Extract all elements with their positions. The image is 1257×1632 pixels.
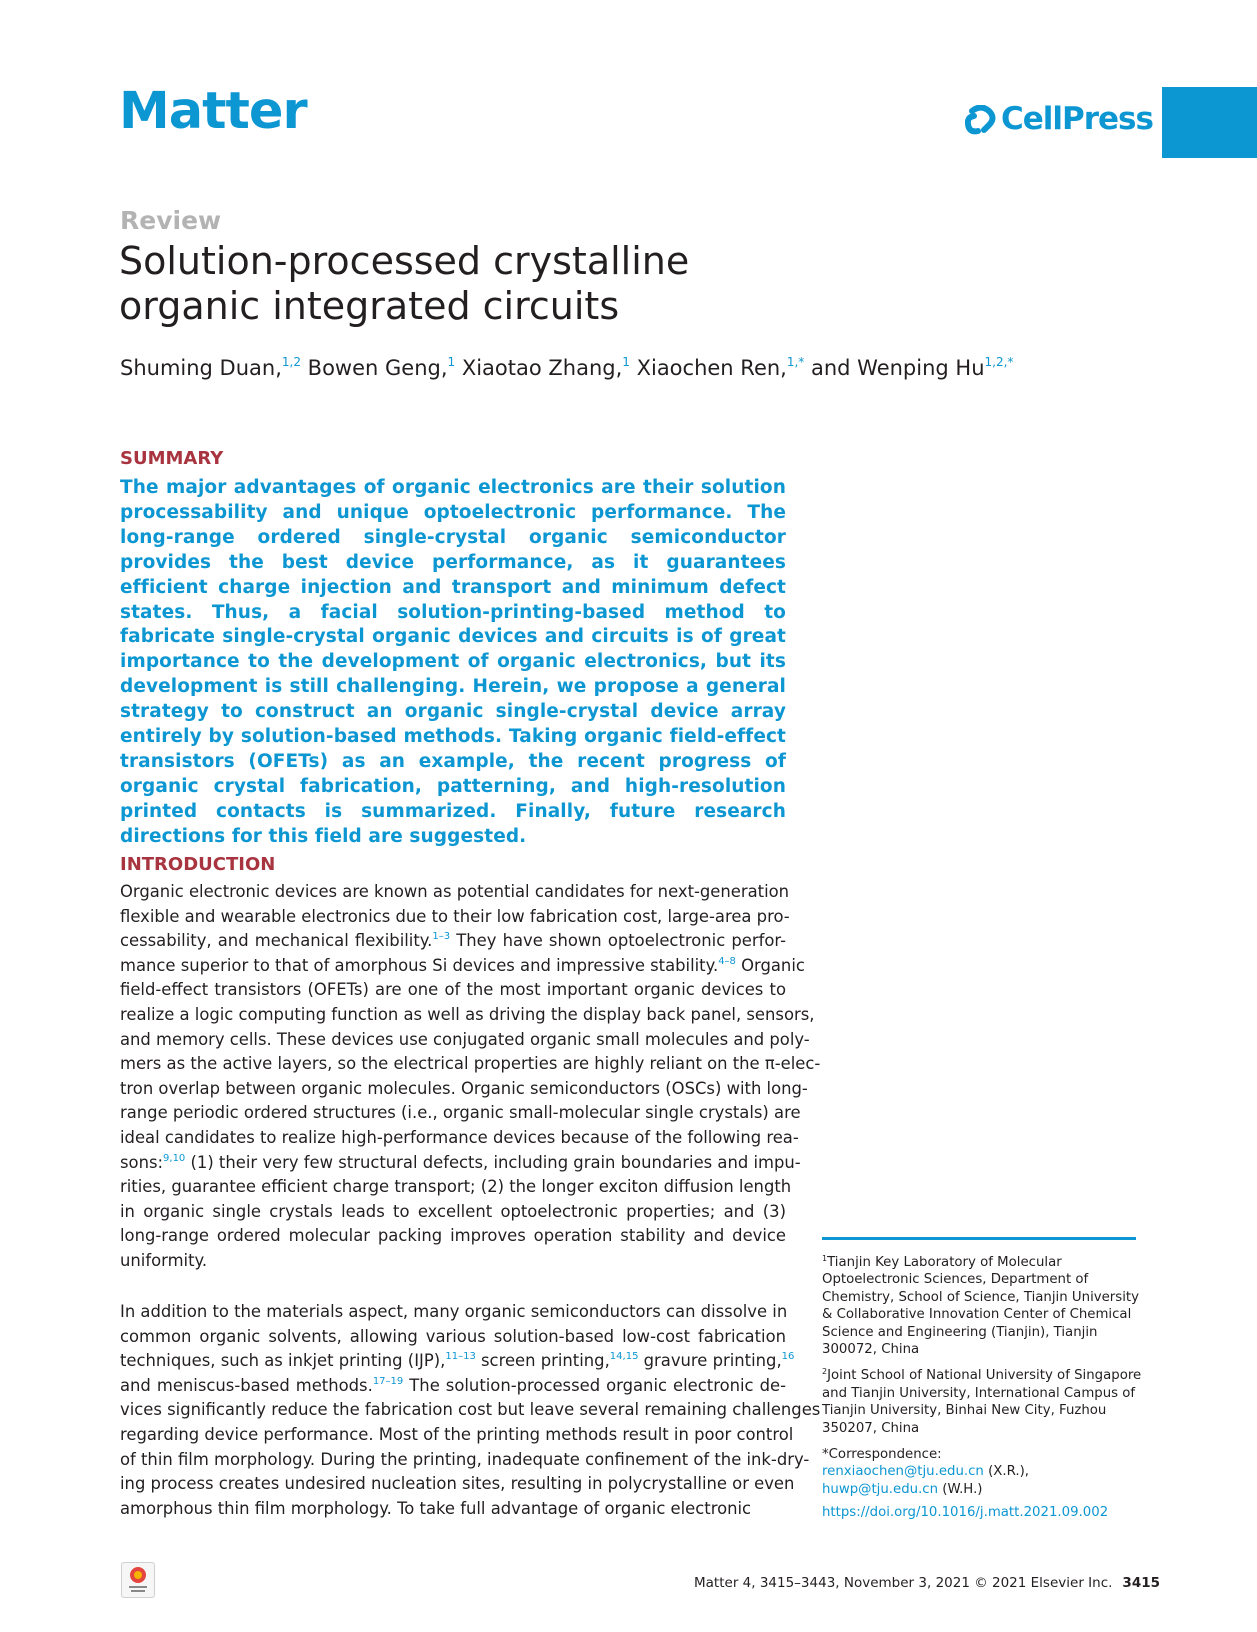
citation-ref[interactable]: 16 [781,1351,795,1363]
text-line [120,1126,799,1151]
text-run: rities, guarantee efficient charge transport; (2) the longer exciton diffusion length [120,1177,792,1197]
text-line [120,880,790,905]
text-run: tron overlap between organic molecules. Organic semiconductors (OSCs) with long- [120,1078,808,1098]
text-run: mance superior to that of amorphous Si devices and impressive stability. [120,955,719,975]
affiliation-2 [822,1367,1142,1437]
text-line [120,1325,786,1350]
text-run: sons: [120,1152,164,1172]
affiliation-marker[interactable]: 1,2 [281,355,301,369]
text-run: amorphous thin film morphology. To take full advantage of organic electronic [120,1498,752,1518]
text-run: In addition to the materials aspect, many organic semiconductors can dissolve in [120,1302,788,1321]
cellpress-logo-icon [965,105,997,135]
text-run: gravure printing, [638,1351,782,1371]
email-link-hu[interactable]: huwp@tju.edu.cn [822,1481,939,1497]
text-line [120,1497,786,1522]
check-for-updates-icon[interactable] [121,1562,155,1598]
text-line [120,978,786,1003]
citation: Matter 4, 3415–3443, November 3, 2021 © 2021 Elsevier Inc. [694,1575,1113,1591]
title-line: Solution-processed crystalline [119,239,690,283]
text-run: techniques, such as inkjet printing (IJP), [120,1351,446,1371]
sidebar-divider [822,1237,1136,1240]
citation-ref[interactable]: 14,15 [609,1351,639,1363]
doi [822,1504,1142,1521]
correspondence [822,1446,1142,1498]
text-line [120,905,790,930]
author-name: Bowen Geng, [300,356,448,380]
text-run: vices significantly reduce the fabrication cost but leave several remaining challenges [120,1400,821,1420]
text-line [120,1300,786,1325]
affiliation-text: Tianjin Key Laboratory of Molecular Optoelectronic Sciences, Department of Chemistry, School of Science, Tianjin University & Collaborative Innovation Center of Chemical Science and Engineering (Tianjin), Tianjin 300072, China [822,1255,1139,1358]
text-line [120,1249,786,1274]
title-line: organic integrated circuits [119,284,620,328]
text-line [120,1374,786,1399]
text-run: of thin film morphology. During the printing, inadequate confinement of the ink-dry- [120,1449,810,1469]
text-line [120,1224,786,1249]
text-run: and meniscus-based methods. [120,1375,373,1395]
text-run: ing process creates undesired nucleation sites, resulting in polycrystalline or even [120,1474,795,1494]
email-owner: (W.H.) [938,1481,983,1497]
text-run: screen printing, [475,1351,610,1371]
text-line [120,1003,815,1028]
author-name: Shuming Duan, [120,356,282,380]
text-run: common organic solvents, allowing various solution-based low-cost fabrication [120,1326,786,1346]
email-link-ren[interactable]: renxiaochen@tju.edu.cn [822,1464,984,1480]
publisher-logo [965,101,1153,137]
text-run: and memory cells. These devices use conjugated organic small molecules and poly- [120,1029,810,1049]
affiliation-marker[interactable]: 1 [447,355,456,369]
doi-link[interactable]: https://doi.org/10.1016/j.matt.2021.09.002 [822,1505,1109,1521]
citation-ref[interactable]: 9,10 [163,1152,186,1164]
text-run: The solution-processed organic electronic de- [403,1375,786,1395]
text-line [120,1423,794,1448]
text-line [120,1028,810,1053]
text-line [120,1472,795,1497]
text-line [120,1052,821,1077]
text-line [120,1101,801,1126]
text-line [120,1200,786,1225]
text-run: (1) their very few structural defects, including grain boundaries and impu- [185,1152,801,1172]
page-footer [694,1575,1160,1591]
affiliation-1 [822,1254,1142,1358]
text-line [120,929,786,954]
text-run: long-range ordered molecular packing improves operation stability and device [120,1226,786,1246]
affiliation-number: 1 [822,1254,828,1263]
publisher-name: CellPress [1001,101,1153,137]
text-line [120,1151,801,1176]
text-run: realize a logic computing function as well as driving the display back panel, sensors, [120,1004,815,1024]
affiliation-text: Joint School of National University of Singapore and Tianjin University, International Campus of Tianjin University, Binhai New City, Fuzhou 350207, China [822,1368,1142,1436]
author-name: Xiaochen Ren, [629,356,787,380]
text-run: flexible and wearable electronics due to their low fabrication cost, large-area pro- [120,906,790,926]
email-owner: (X.R.), [983,1464,1030,1480]
text-run: Organic [735,955,805,975]
summary-heading: SUMMARY [120,448,224,469]
summary-text: The major advantages of organic electronics are their solution processability and unique optoelectronic performance. The long-range ordered single-crystal organic semiconductor provides the best device performance, as it guarantees efficient charge injection and transport and minimum defect states. Thus, a facial solution-printing-based method to fabricate single-crystal organic devices and circuits is of great importance to the development of organic electronics, but its development is still challenging. Herein, we propose a general strategy to construct an organic single-crystal device array entirely by solution-based methods. Taking organic field-effect transistors (OFETs) as an example, the recent progress of organic crystal fabrication, patterning, and high-resolution printed contacts is summarized. Finally, future research directions for this field are suggested. [120,477,786,847]
check-badge-graphic [122,1563,154,1597]
citation-ref[interactable]: 17–19 [372,1375,404,1387]
text-line [120,1077,808,1102]
text-line [120,1349,795,1374]
page-number: 3415 [1122,1575,1160,1591]
citation-ref[interactable]: 11–13 [445,1351,476,1363]
affiliations-sidebar [822,1254,1142,1531]
text-run: mers as the active layers, so the electrical properties are highly reliant on the π-elec- [120,1054,821,1074]
text-line [120,1448,810,1473]
text-run: field-effect transistors (OFETs) are one of the most important organic devices to [120,980,786,1000]
text-run: range periodic ordered structures (i.e., organic small-molecular single crystals) are [120,1103,801,1123]
author-list [120,356,1013,381]
correspondence-label: *Correspondence: [822,1447,942,1463]
text-run: uniformity. [120,1250,208,1270]
text-line [120,1398,821,1423]
intro-paragraph-1 [120,880,821,1274]
citation-ref[interactable]: 1–3 [432,931,451,943]
text-line [120,954,805,979]
article-title [119,239,839,329]
text-run: cessability, and mechanical flexibility. [120,931,433,951]
intro-paragraph-2 [120,1300,821,1521]
text-run: regarding device performance. Most of the printing methods result in poor control [120,1424,794,1444]
citation-ref[interactable]: 4–8 [718,955,736,967]
text-run: in organic single crystals leads to excellent optoelectronic properties; and (3) [120,1201,786,1221]
text-run: ideal candidates to realize high-performance devices because of the following rea- [120,1127,799,1147]
text-line [120,1175,792,1200]
author-name: Xiaotao Zhang, [455,356,623,380]
article-type: Review [120,206,222,235]
journal-name: Matter [119,82,307,141]
author-name: and Wenping Hu [804,356,985,380]
affiliation-marker[interactable]: 1 [622,355,630,369]
text-run: They have shown optoelectronic perfor- [450,931,786,951]
affiliation-number: 2 [822,1367,828,1377]
affiliation-marker[interactable]: 1,* [786,355,805,369]
affiliation-marker[interactable]: 1,2,* [984,355,1014,369]
introduction-heading: INTRODUCTION [120,854,276,875]
journal-color-tab [1162,87,1257,158]
text-run: Organic electronic devices are known as potential candidates for next-generation [120,882,790,901]
